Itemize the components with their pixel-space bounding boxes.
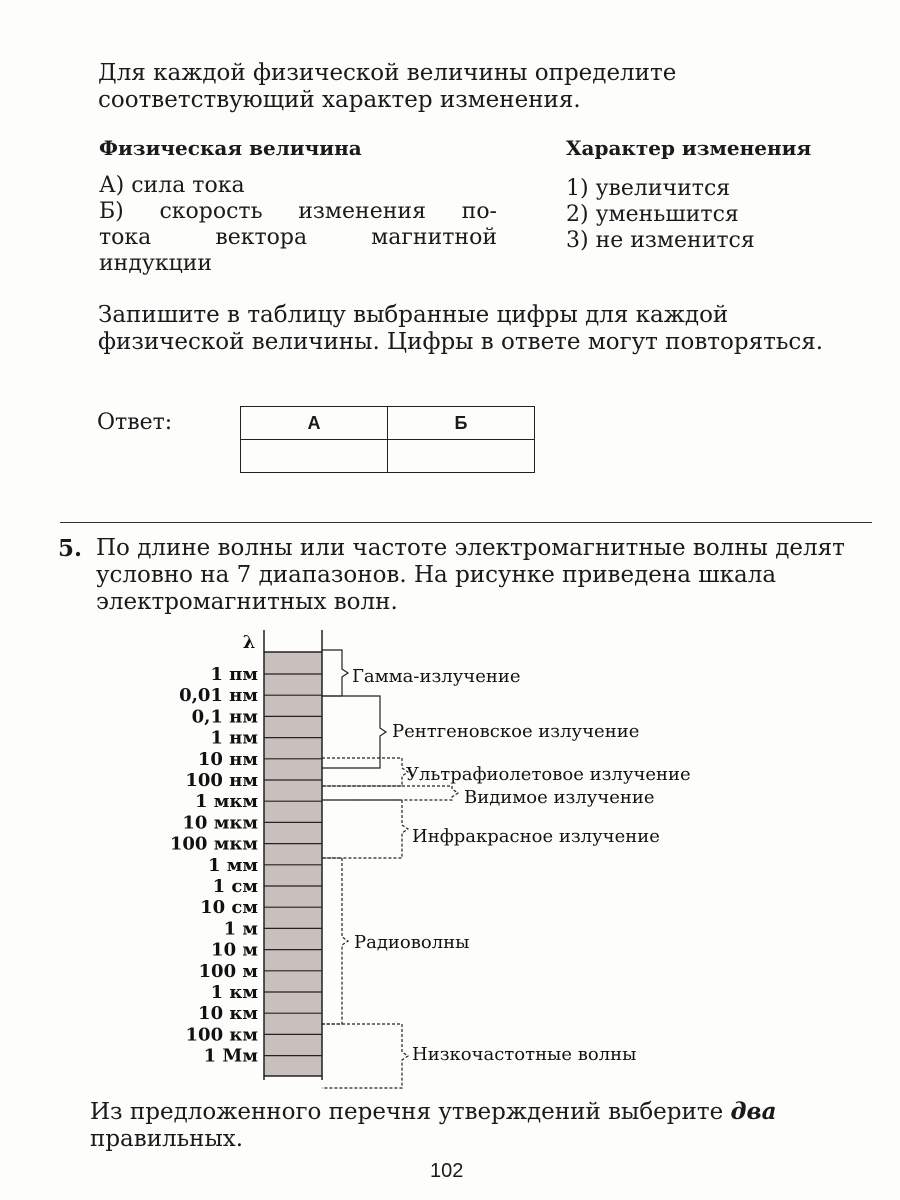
quantity-column-header: Физическая величина — [99, 136, 362, 160]
band-brace — [322, 1024, 408, 1088]
task4-instruction: Запишите в таблицу выбранные цифры для каждой физической величины. Цифры в ответе могут повторяться. — [98, 302, 824, 355]
answer-header-b: Б — [388, 407, 535, 440]
quantity-item: А) сила тока — [99, 173, 245, 198]
scale-tick-label: 1 нм — [210, 727, 258, 749]
scale-tick-label: 100 км — [185, 1024, 258, 1046]
scale-tick-label: 10 м — [211, 939, 258, 961]
band-brace — [322, 786, 458, 800]
change-item: 2) уменьшится — [566, 202, 739, 227]
scale-tick-label: 100 мкм — [169, 833, 258, 855]
answer-header-a: А — [241, 407, 388, 440]
band-label: Ультрафиолетовое излучение — [406, 764, 691, 785]
band-label: Радиоволны — [354, 932, 470, 953]
band-brace — [322, 858, 348, 1024]
band-brace — [322, 758, 408, 786]
scale-tick-label: 0,1 нм — [191, 706, 258, 728]
quantity-item: тока вектора магнитной — [99, 225, 497, 250]
band-brace — [322, 696, 386, 768]
scale-bar — [264, 652, 322, 1076]
band-label: Гамма-излучение — [352, 666, 521, 687]
scale-tick-label: 0,01 нм — [179, 685, 258, 707]
scale-tick-label: 10 км — [198, 1003, 258, 1025]
scale-tick-label: 100 нм — [185, 770, 258, 791]
scale-tick-label: 1 мкм — [194, 791, 258, 813]
change-item: 1) увеличится — [566, 176, 731, 201]
task5-text: По длине волны или частоте электромагнитные волны делят условно на 7 диапазонов. На рисунке приведена шкала электромагнитных волн. — [96, 535, 845, 615]
quantity-item: Б) скорость изменения по- — [99, 199, 497, 224]
outro-text-end: правильных. — [90, 1126, 244, 1152]
scale-tick-label: 1 км — [210, 982, 258, 1003]
band-label: Рентгеновское излучение — [392, 721, 640, 742]
scale-tick-label: 1 пм — [210, 664, 258, 685]
task5-outro — [90, 1098, 866, 1153]
scale-tick-label: 1 м — [223, 918, 258, 940]
scale-tick-label: 10 нм — [197, 748, 258, 770]
page-number: 102 — [430, 1160, 464, 1182]
change-item: 3) не изменится — [566, 228, 755, 253]
scale-tick-label: 10 см — [200, 897, 258, 919]
axis-symbol: λ — [242, 632, 256, 653]
scale-tick-label: 1 см — [212, 876, 258, 897]
band-brace — [322, 650, 348, 696]
answer-label: Ответ: — [97, 410, 173, 435]
scale-tick-label: 10 мкм — [182, 812, 258, 834]
band-label: Инфракрасное излучение — [412, 826, 660, 847]
band-brace — [322, 800, 408, 858]
scale-tick-label: 100 м — [198, 960, 258, 982]
outro-emphasis: два — [730, 1098, 777, 1125]
scale-tick-label: 1 Мм — [203, 1045, 258, 1067]
outro-text: Из предложенного перечня утверждений выберите — [90, 1099, 731, 1125]
band-label: Видимое излучение — [464, 787, 655, 808]
quantity-item: индукции — [99, 251, 213, 276]
band-label: Низкочастотные волны — [412, 1044, 637, 1065]
question-number: 5. — [58, 535, 83, 562]
change-column-header: Характер изменения — [566, 136, 812, 160]
scale-tick-label: 1 мм — [207, 854, 258, 876]
task4-intro: Для каждой физической величины определите соответствующий характер изменения. — [98, 60, 677, 113]
